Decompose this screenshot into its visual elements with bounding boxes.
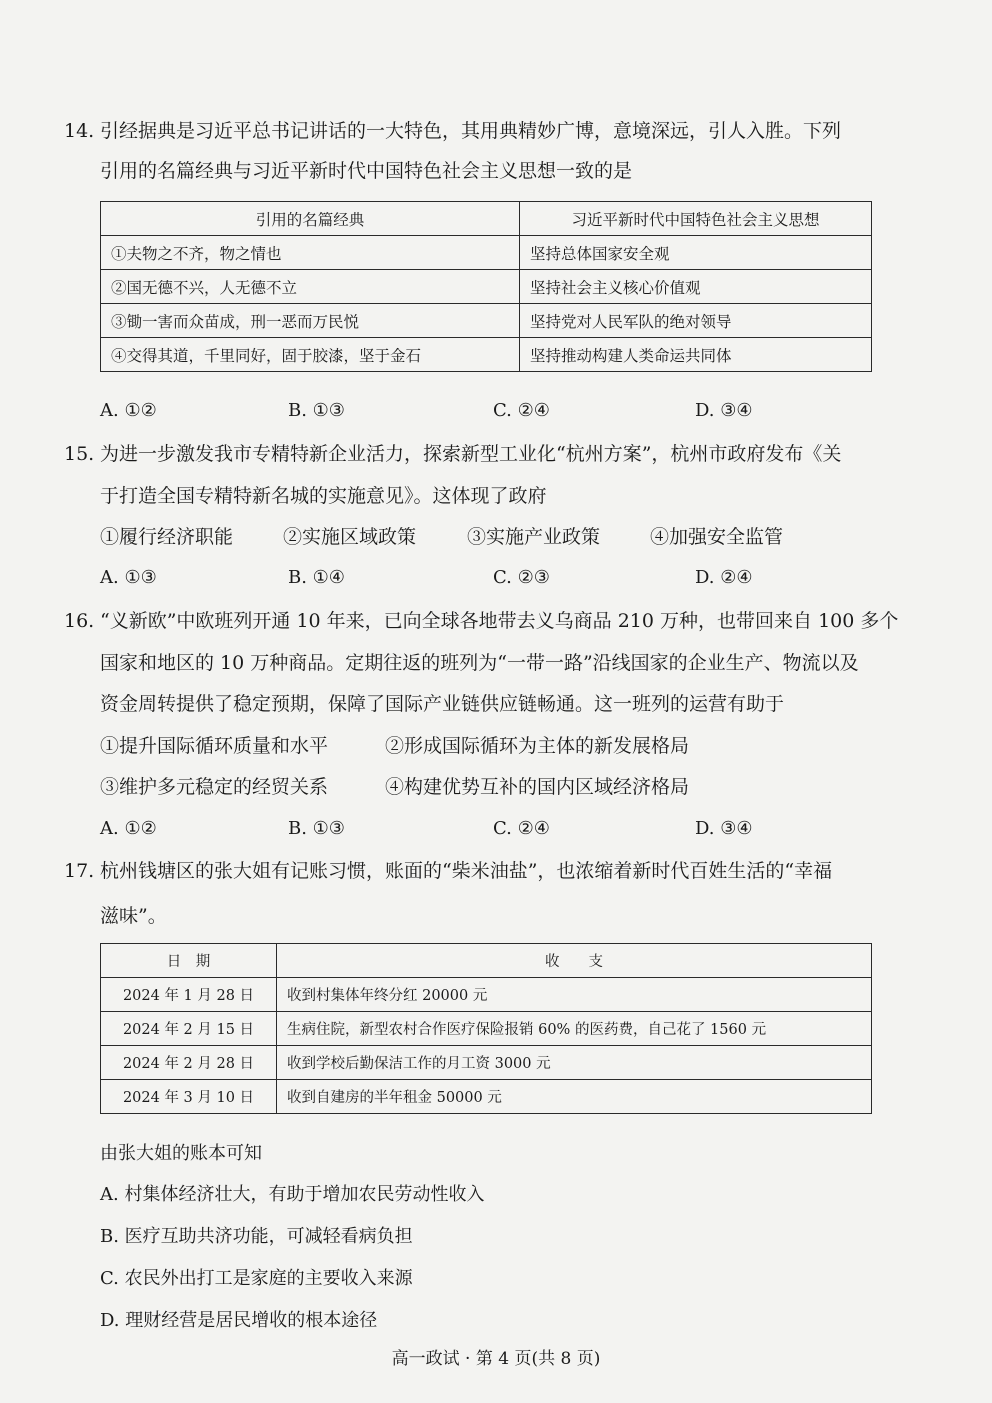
- q17-table-cell: 收到村集体年终分红 20000 元: [277, 978, 872, 1012]
- q14-table-cell: 坚持总体国家安全观: [520, 236, 872, 270]
- q16-option-c: C. ②④: [493, 818, 550, 839]
- q14-option-a: A. ①②: [100, 400, 157, 421]
- q14-table-cell: ①夫物之不齐，物之情也: [101, 236, 520, 270]
- q16-number: 16.: [64, 610, 95, 632]
- q16-item-2: ②形成国际循环为主体的新发展格局: [385, 735, 690, 757]
- q16-item-3: ③维护多元稳定的经贸关系: [100, 776, 329, 798]
- q17-table: [100, 943, 872, 1114]
- q17-question-stem: 由张大姐的账本可知: [100, 1143, 262, 1164]
- q15-option-c: C. ②③: [493, 567, 550, 588]
- q17-table-cell: 收到学校后勤保洁工作的月工资 3000 元: [277, 1046, 872, 1080]
- q16-option-b: B. ①③: [288, 818, 345, 839]
- q14-table-cell: ②国无德不兴，人无德不立: [101, 270, 520, 304]
- q16-stem-line1: “义新欧”中欧班列开通 10 年来，已向全球各地带去义乌商品 210 万种，也带回来自 100 多个: [100, 610, 899, 632]
- q14-table-cell: 坚持推动构建人类命运共同体: [520, 338, 872, 372]
- q17-option-b: B. 医疗互助共济功能，可减轻看病负担: [100, 1226, 413, 1247]
- q17-table-cell: 2024 年 2 月 28 日: [101, 1046, 277, 1080]
- q15-stem-line1: 为进一步激发我市专精特新企业活力，探索新型工业化“杭州方案”，杭州市政府发布《关: [100, 443, 842, 465]
- q14-stem-line1: 引经据典是习近平总书记讲话的一大特色，其用典精妙广博，意境深远，引人入胜。下列: [100, 120, 842, 142]
- q16-option-a: A. ①②: [100, 818, 157, 839]
- q14-stem-line2: 引用的名篇经典与习近平新时代中国特色社会主义思想一致的是: [100, 160, 633, 182]
- q16-option-d: D. ③④: [695, 818, 753, 839]
- page-footer: 高一政试 · 第 4 页(共 8 页): [391, 1349, 601, 1369]
- q14-table-header: 习近平新时代中国特色社会主义思想: [520, 202, 872, 236]
- q17-table-cell: 生病住院，新型农村合作医疗保险报销 60% 的医药费，自己花了 1560 元: [277, 1012, 872, 1046]
- q15-item-1: ①履行经济职能: [100, 526, 234, 548]
- q15-option-a: A. ①③: [100, 567, 157, 588]
- q17-stem-line2: 滋味”。: [100, 905, 167, 927]
- q14-table: [100, 201, 872, 372]
- q17-table-header: 收 支: [277, 944, 872, 978]
- q15-item-4: ④加强安全监管: [650, 526, 784, 548]
- q14-option-b: B. ①③: [288, 400, 345, 421]
- q15-item-3: ③实施产业政策: [467, 526, 601, 548]
- q14-table-header: 引用的名篇经典: [101, 202, 520, 236]
- q17-table-cell: 2024 年 3 月 10 日: [101, 1080, 277, 1114]
- q17-table-cell: 2024 年 2 月 15 日: [101, 1012, 277, 1046]
- q14-table-cell: ④交得其道，千里同好，固于胶漆，坚于金石: [101, 338, 520, 372]
- q16-item-4: ④构建优势互补的国内区域经济格局: [385, 776, 690, 798]
- q15-option-d: D. ②④: [695, 567, 753, 588]
- q16-stem-line2: 国家和地区的 10 万种商品。定期往返的班列为“一带一路”沿线国家的企业生产、物流以及: [100, 652, 859, 674]
- q17-table-cell: 收到自建房的半年租金 50000 元: [277, 1080, 872, 1114]
- q17-table-header: 日 期: [101, 944, 277, 978]
- q14-table-cell: 坚持社会主义核心价值观: [520, 270, 872, 304]
- q17-stem-line1: 杭州钱塘区的张大姐有记账习惯，账面的“柴米油盐”，也浓缩着新时代百姓生活的“幸福: [100, 860, 833, 882]
- q14-number: 14.: [64, 120, 95, 142]
- q17-number: 17.: [64, 860, 95, 882]
- q14-option-d: D. ③④: [695, 400, 753, 421]
- q15-item-2: ②实施区域政策: [283, 526, 417, 548]
- q17-option-c: C. 农民外出打工是家庭的主要收入来源: [100, 1268, 413, 1289]
- q16-stem-line3: 资金周转提供了稳定预期，保障了国际产业链供应链畅通。这一班列的运营有助于: [100, 693, 785, 715]
- q17-option-d: D. 理财经营是居民增收的根本途径: [100, 1310, 378, 1331]
- q16-item-1: ①提升国际循环质量和水平: [100, 735, 329, 757]
- q14-table-cell: ③锄一害而众苗成，刑一恶而万民悦: [101, 304, 520, 338]
- q14-option-c: C. ②④: [493, 400, 550, 421]
- q15-number: 15.: [64, 443, 95, 465]
- q17-table-cell: 2024 年 1 月 28 日: [101, 978, 277, 1012]
- q14-table-cell: 坚持党对人民军队的绝对领导: [520, 304, 872, 338]
- q15-stem-line2: 于打造全国专精特新名城的实施意见》。这体现了政府: [100, 485, 547, 507]
- q17-option-a: A. 村集体经济壮大，有助于增加农民劳动性收入: [100, 1184, 485, 1205]
- q15-option-b: B. ①④: [288, 567, 345, 588]
